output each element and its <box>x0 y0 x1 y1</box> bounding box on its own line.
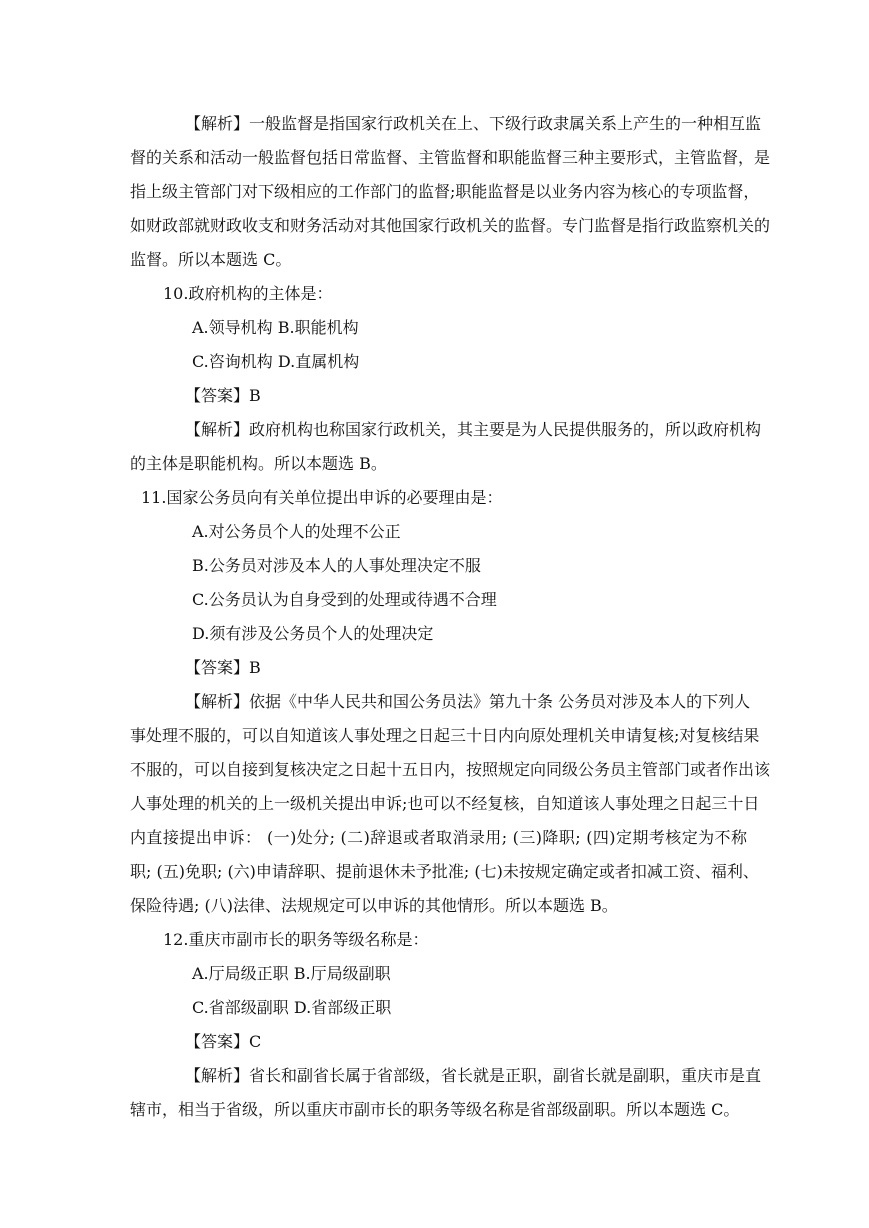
q11-answer: 【答案】B <box>185 658 261 677</box>
q10-answer: 【答案】B <box>185 386 261 405</box>
q11-option-a: A.对公务员个人的处理不公正 <box>192 522 401 541</box>
q9-analysis-line-4: 如财政部就财政收支和财务活动对其他国家行政机关的监督。专门监督是指行政监察机关的 <box>130 216 771 235</box>
q11-analysis-line-5: 内直接提出申诉： (一)处分; (二)辞退或者取消录用; (三)降职; (四)定期考核定为不称 <box>130 828 747 847</box>
q9-analysis-line-3: 指上级主管部门对下级相应的工作部门的监督;职能监督是以业务内容为核心的专项监督， <box>130 182 760 201</box>
q11-question: 11.国家公务员向有关单位提出申诉的必要理由是： <box>141 488 503 507</box>
q12-analysis-line-2: 辖市，相当于省级，所以重庆市副市长的职务等级名称是省部级副职。所以本题选 C。 <box>130 1100 740 1119</box>
q10-analysis-line-2: 的主体是职能机构。所以本题选 B。 <box>130 454 387 473</box>
q10-options-ab: A.领导机构 B.职能机构 <box>192 318 359 337</box>
q12-analysis-line-1: 【解析】省长和副省长属于省部级，省长就是正职，副省长就是副职，重庆市是直 <box>185 1066 762 1085</box>
q12-question: 12.重庆市副市长的职务等级名称是： <box>163 930 429 949</box>
q11-analysis-line-3: 不服的，可以自接到复核决定之日起十五日内，按照规定向同级公务员主管部门或者作出该 <box>130 760 771 779</box>
q12-options-ab: A.厅局级正职 B.厅局级副职 <box>192 964 391 983</box>
q10-question: 10.政府机构的主体是： <box>163 284 333 303</box>
q11-option-b: B.公务员对涉及本人的人事处理决定不服 <box>192 556 481 575</box>
q11-analysis-line-1: 【解析】依据《中华人民共和国公务员法》第九十条 公务员对涉及本人的下列人 <box>185 692 751 711</box>
q9-analysis-line-5: 监督。所以本题选 C。 <box>130 250 292 269</box>
q11-option-d: D.须有涉及公务员个人的处理决定 <box>192 624 434 643</box>
q12-options-cd: C.省部级副职 D.省部级正职 <box>192 998 392 1017</box>
q11-analysis-line-6: 职; (五)免职; (六)申请辞职、提前退休未予批准; (七)未按规定确定或者扣减工资、福利、 <box>130 862 759 881</box>
q10-analysis-line-1: 【解析】政府机构也称国家行政机关，其主要是为人民提供服务的，所以政府机构 <box>185 420 762 439</box>
q9-analysis-line-2: 督的关系和活动一般监督包括日常监督、主管监督和职能监督三种主要形式，主管监督，是 <box>130 148 771 167</box>
q12-answer: 【答案】C <box>185 1032 262 1051</box>
q11-analysis-line-2: 事处理不服的，可以自知道该人事处理之日起三十日内向原处理机关申请复核;对复核结果 <box>130 726 760 745</box>
q9-analysis-line-1: 【解析】一般监督是指国家行政机关在上、下级行政隶属关系上产生的一种相互监 <box>185 114 762 133</box>
q11-option-c: C.公务员认为自身受到的处理或待遇不合理 <box>192 590 497 609</box>
q11-analysis-line-4: 人事处理的机关的上一级机关提出申诉;也可以不经复核，自知道该人事处理之日起三十日 <box>130 794 760 813</box>
q10-options-cd: C.咨询机构 D.直属机构 <box>192 352 360 371</box>
q11-analysis-line-7: 保险待遇; (八)法律、法规规定可以申诉的其他情形。所以本题选 B。 <box>130 896 618 915</box>
